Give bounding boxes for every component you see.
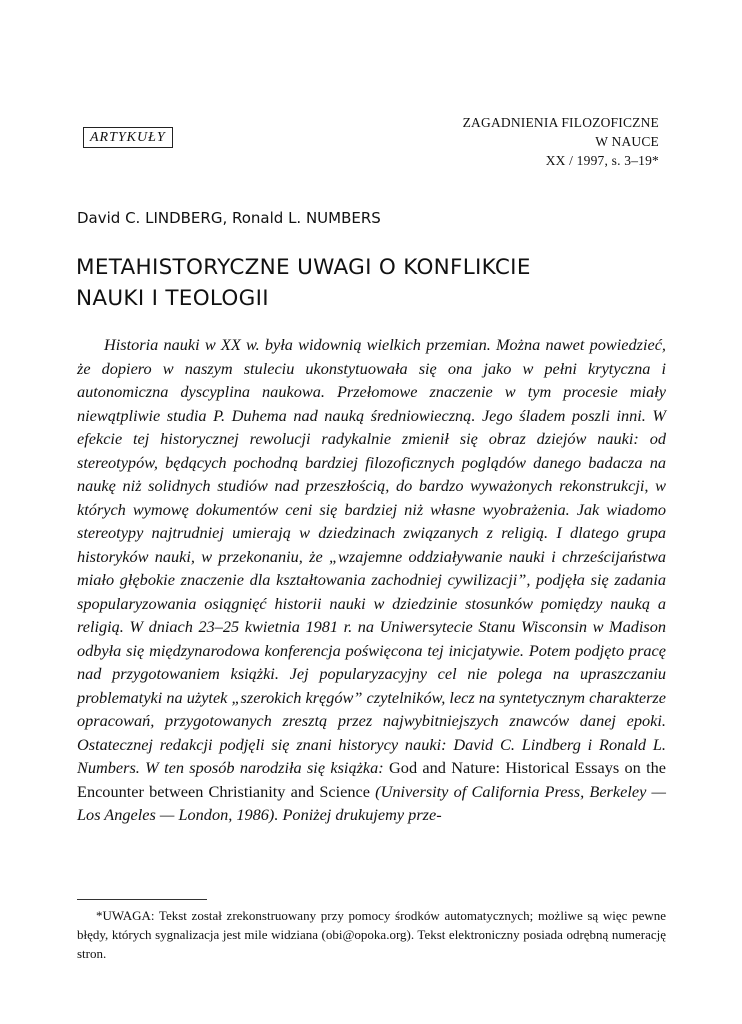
body-text-part-1: Historia nauki w XX w. była widownią wielkich przemian. Można nawet powiedzieć, że dopiero w naszym stuleciu ukonstytuowała się ona jako w pełni krytyczna i autonomiczna dyscyplina naukowa. Przełomowe znaczenie w tym procesie miały niewątpliwie studia P. Duhema nad nauką średniowieczną. Jego śladem poszli inni. W efekcie tej historycznej rewolucji radykalnie zmienił się obraz dziejów nauki: od stereotypów, będących pochodną bardziej filozoficznych poglądów danego badacza na naukę niż solidnych studiów nad przeszłością, do bardzo wyważonych rekonstrukcji, w których wymowę dokumentów ceni się bardziej niż własne wyobrażenia. Jak wiadomo stereotypy najtrudniej umierają w dziedzinach związanych z religią. I dlatego grupa historyków nauki, w przekonaniu, że „wzajemne oddziaływanie nauki i chrześcijaństwa miało głębokie znaczenie dla kształtowania zachodniej cywilizacji”, podjęła się zadania spopularyzowania osiągnięć historii nauki w dziedzinie stosunków pomiędzy nauką a religią. W dniach 23–25 kwietnia 1981 r. na Uniwersytecie Stanu Wisconsin w Madison odbyła się międzynarodowa konferencja poświęcona tej inicjatywie. Potem podjęto pracę nad przygotowaniem książki. Jej popularyzacyjny cel nie polega na upraszczaniu problematyki na użytek „szerokich kręgów” czytelników, lecz na syntetycznym charakterze opracowań, przygotowanych zresztą przez najwybitniejszych znawców danej epoki. Ostatecznej redakcji podjęli się znani historycy nauki: David C. Lindberg i Ronald L. Numbers. W ten sposób narodziła się książka: <box>77 335 666 777</box>
article-title <box>76 252 676 314</box>
book-title: God and Nature: Historical Essays on the Encounter between Christianity and Science <box>77 758 667 801</box>
journal-issue: XX / 1997, s. 3–19* <box>545 153 659 168</box>
journal-name: ZAGADNIENIA FILOZOFICZNE <box>462 115 659 130</box>
journal-subtitle: W NAUCE <box>595 134 659 149</box>
footnote: *UWAGA: Tekst został zrekonstruowany przy pomocy środków automatycznych; możliwe są więc pewne błędy, których sygnalizacja jest mile widziana (obi@opoka.org). Tekst elektroniczny posiada odrębną numerację stron. <box>77 908 666 961</box>
footnote-divider <box>77 899 207 900</box>
article-authors: David C. LINDBERG, Ronald L. NUMBERS <box>77 209 381 227</box>
article-title-line-1: METAHISTORYCZNE UWAGI O KONFLIKCIE <box>76 255 531 280</box>
article-title-line-2: NAUKI I TEOLOGII <box>76 286 269 311</box>
article-body <box>77 333 666 827</box>
section-label: ARTYKUŁY <box>83 127 173 148</box>
body-text-part-2: (University of California Press, Berkeley — Los Angeles — London, 1986). Poniżej drukujemy prze- <box>77 781 666 824</box>
journal-header <box>463 113 659 170</box>
